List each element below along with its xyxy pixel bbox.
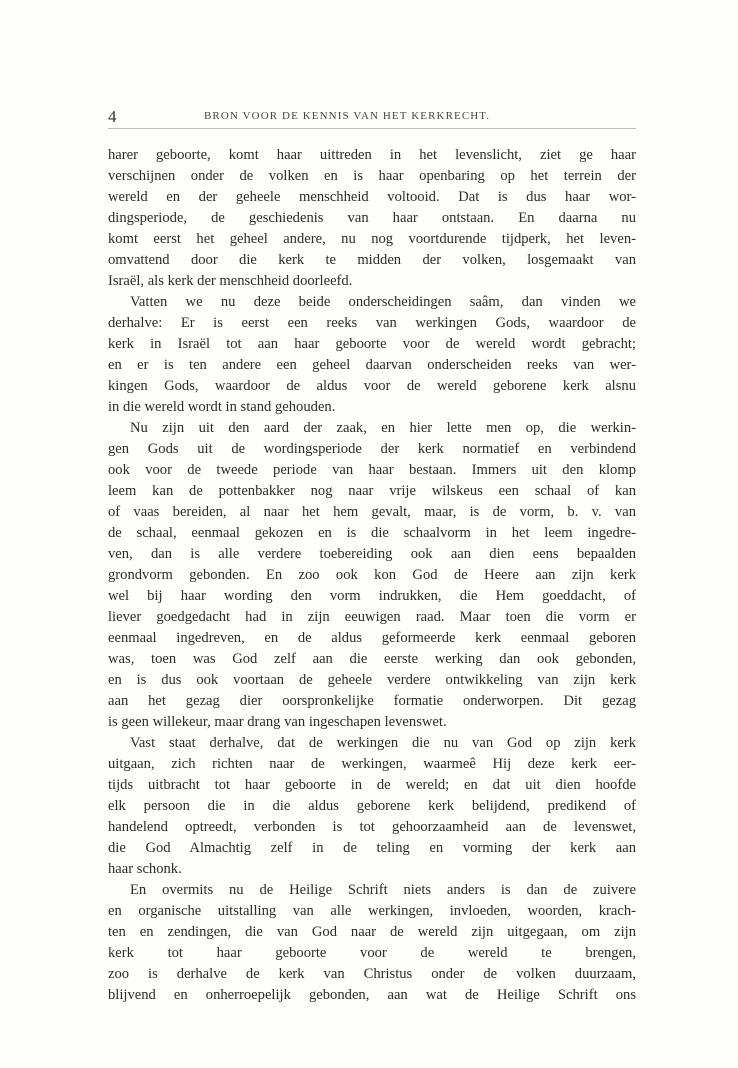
text-line: ook voor de tweede periode van haar bestaan. Immers uit den klomp xyxy=(108,462,636,478)
text-line: kerk tot haar geboorte voor de wereld te brengen, xyxy=(108,945,636,961)
text-line: kerk in Israël tot aan haar geboorte voor de wereld wordt gebracht; xyxy=(108,336,636,352)
text-line: liever goedgedacht had in zijn eeuwigen raad. Maar toen die vorm er xyxy=(108,609,636,625)
text-line: derhalve: Er is eerst een reeks van werkingen Gods, waardoor de xyxy=(108,315,636,331)
text-line: zoo is derhalve de kerk van Christus onder de volken duurzaam, xyxy=(108,966,636,982)
header-rule xyxy=(108,128,636,129)
text-line: wereld en der geheele menschheid voltooid. Dat is dus haar wor- xyxy=(108,189,636,205)
text-line: omvattend door die kerk te midden der volken, losgemaakt van xyxy=(108,252,636,268)
text-line: verschijnen onder de volken en is haar openbaring op het terrein der xyxy=(108,168,636,184)
text-line: Nu zijn uit den aard der zaak, en hier lette men op, die werkin- xyxy=(130,420,636,436)
text-line: was, toen was God zelf aan die eerste werking dan ook gebonden, xyxy=(108,651,636,667)
text-line: is geen willekeur, maar drang van ingeschapen levenswet. xyxy=(108,714,447,730)
text-line: leem kan de pottenbakker nog naar vrije wilskeus een schaal of kan xyxy=(108,483,636,499)
text-line: kingen Gods, waardoor de aldus voor de wereld geborene kerk alsnu xyxy=(108,378,636,394)
text-line: ten en zendingen, die van God naar de wereld zijn uitgegaan, om zijn xyxy=(108,924,636,940)
text-line: die God Almachtig zelf in de teling en vorming der kerk aan xyxy=(108,840,636,856)
text-line: aan het gezag dier oorspronkelijke formatie onderworpen. Dit gezag xyxy=(108,693,636,709)
page-header xyxy=(108,107,636,127)
text-line: en is dus ook voortaan de geheele verdere ontwikkeling van zijn kerk xyxy=(108,672,636,688)
text-line: grondvorm gebonden. En zoo ook kon God de Heere aan zijn kerk xyxy=(108,567,636,583)
text-line: tijds uitbracht tot haar geboorte in de wereld; en dat uit dien hoofde xyxy=(108,777,636,793)
running-head: BRON VOOR DE KENNIS VAN HET KERKRECHT. xyxy=(204,110,491,122)
text-line: gen Gods uit de wordingsperiode der kerk normatief en verbindend xyxy=(108,441,636,457)
text-line: komt eerst het geheel andere, nu nog voortdurende tijdperk, het leven- xyxy=(108,231,636,247)
text-line: handelend optreedt, verbonden is tot gehoorzaamheid aan de levenswet, xyxy=(108,819,636,835)
text-line: dingsperiode, de geschiedenis van haar ontstaan. En daarna nu xyxy=(108,210,636,226)
text-line: blijvend en onherroepelijk gebonden, aan wat de Heilige Schrift ons xyxy=(108,987,636,1003)
text-line: En overmits nu de Heilige Schrift niets anders is dan de zuivere xyxy=(130,882,636,898)
text-line: eenmaal ingedreven, en de aldus geformeerde kerk eenmaal geboren xyxy=(108,630,636,646)
text-line: en organische uitstalling van alle werkingen, invloeden, woorden, krach- xyxy=(108,903,636,919)
text-line: wel bij haar wording den vorm indrukken, die Hem goeddacht, of xyxy=(108,588,636,604)
text-line: uitgaan, zich richten naar de werkingen, waarmeê Hij deze kerk eer- xyxy=(108,756,636,772)
page-body xyxy=(108,145,636,1006)
text-line: ven, dan is alle verdere toebereiding ook aan dien eens bepaalden xyxy=(108,546,636,562)
text-line: in die wereld wordt in stand gehouden. xyxy=(108,399,336,415)
text-line: harer geboorte, komt haar uittreden in het levenslicht, ziet ge haar xyxy=(108,147,636,163)
page-number: 4 xyxy=(108,107,117,126)
text-line: de schaal, eenmaal gekozen en is die schaalvorm in het leem ingedre- xyxy=(108,525,636,541)
text-line: Vast staat derhalve, dat de werkingen die nu van God op zijn kerk xyxy=(130,735,636,751)
text-line: elk persoon die in die aldus geborene kerk belijdend, predikend of xyxy=(108,798,636,814)
text-line: en er is ten andere een geheel daarvan onderscheiden reeks van wer- xyxy=(108,357,636,373)
text-line: Vatten we nu deze beide onderscheidingen saâm, dan vinden we xyxy=(130,294,636,310)
text-line: haar schonk. xyxy=(108,861,182,877)
text-line: of vaas bereiden, al naar het hem gevalt, maar, is de vorm, b. v. van xyxy=(108,504,636,520)
text-line: Israël, als kerk der menschheid doorleefd. xyxy=(108,273,353,289)
